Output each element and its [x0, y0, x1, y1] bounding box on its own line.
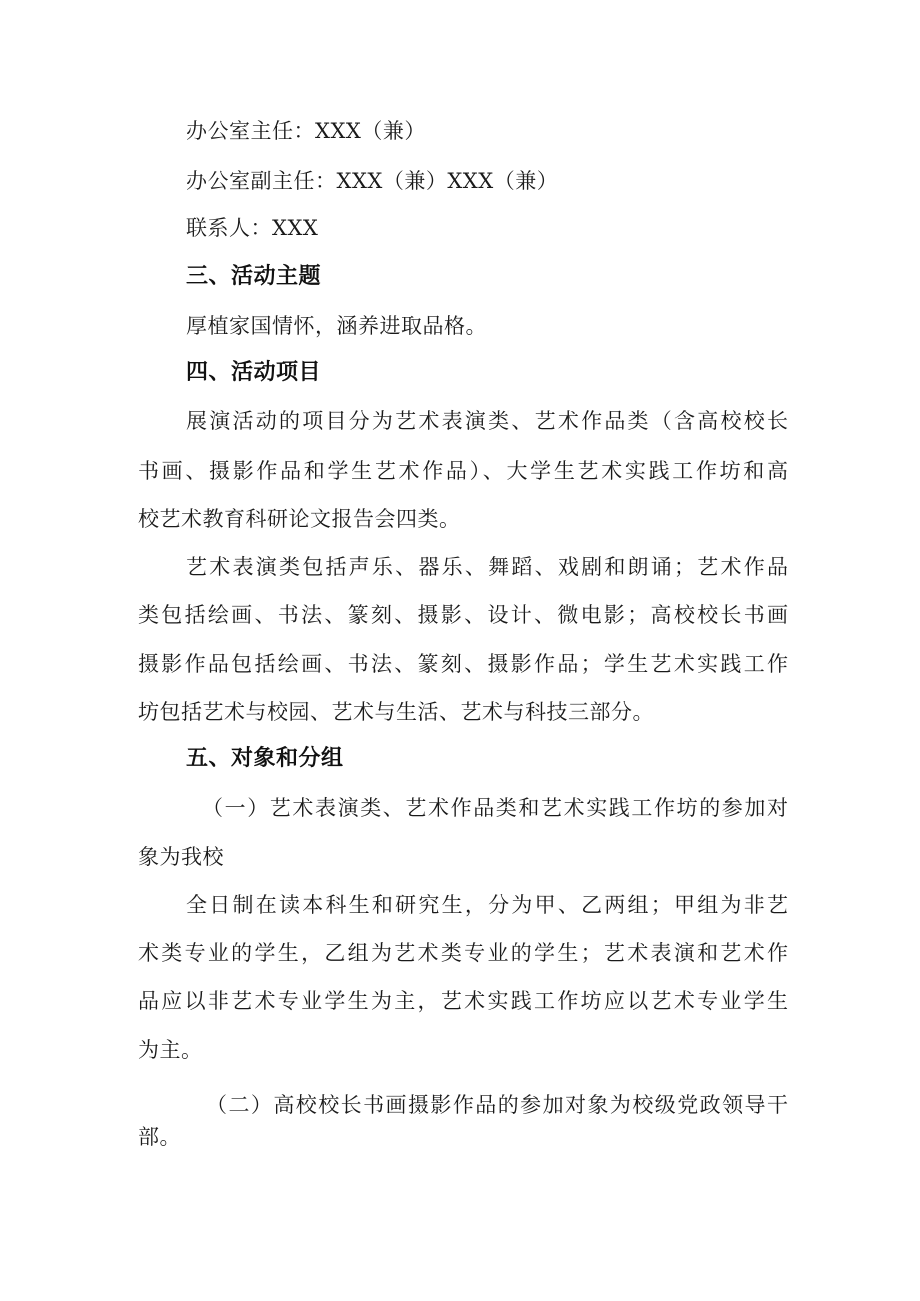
- section-4-paragraph-2-line: 艺术表演类包括声乐、器乐、舞蹈、戏剧和朗诵；艺术作品: [186, 555, 788, 579]
- contact-person-line: 联系人：XXX: [186, 216, 319, 240]
- section-4-paragraph-1-line: 校艺术教育科研论文报告会四类。: [138, 507, 461, 531]
- section-5-item-1-line: （一）艺术表演类、艺术作品类和艺术实践工作坊的参加对: [202, 796, 788, 820]
- section-5-paragraph-line: 全日制在读本科生和研究生，分为甲、乙两组；甲组为非艺: [186, 893, 788, 917]
- section-5-paragraph-line: 术类专业的学生，乙组为艺术类专业的学生；艺术表演和艺术作: [138, 941, 788, 965]
- section-4-paragraph-2-line: 类包括绘画、书法、篆刻、摄影、设计、微电影；高校校长书画: [138, 603, 788, 627]
- section-5-item-2-line: （二）高校校长书画摄影作品的参加对象为校级党政领导干: [206, 1093, 788, 1117]
- office-director-line: 办公室主任：XXX（兼）: [186, 119, 426, 143]
- section-4-heading: 四、活动项目: [186, 360, 322, 385]
- section-5-item-2-line: 部。: [138, 1125, 181, 1149]
- office-deputy-director-line: 办公室副主任：XXX（兼）XXX（兼）: [186, 169, 559, 193]
- section-5-heading: 五、对象和分组: [186, 746, 344, 771]
- section-5-item-1-line: 象为我校: [138, 845, 224, 869]
- section-3-text: 厚植家国情怀，涵养进取品格。: [186, 314, 487, 338]
- section-4-paragraph-1-line: 展演活动的项目分为艺术表演类、艺术作品类（含高校校长: [186, 409, 788, 433]
- section-3-heading: 三、活动主题: [186, 264, 322, 289]
- section-5-paragraph-line: 品应以非艺术专业学生为主，艺术实践工作坊应以艺术专业学生: [138, 989, 788, 1013]
- section-4-paragraph-1-line: 书画、摄影作品和学生艺术作品）、大学生艺术实践工作坊和高: [138, 459, 788, 483]
- section-4-paragraph-2-line: 坊包括艺术与校园、艺术与生活、艺术与科技三部分。: [138, 700, 654, 724]
- section-4-paragraph-2-line: 摄影作品包括绘画、书法、篆刻、摄影作品；学生艺术实践工作: [138, 652, 788, 676]
- section-5-paragraph-line: 为主。: [138, 1038, 203, 1062]
